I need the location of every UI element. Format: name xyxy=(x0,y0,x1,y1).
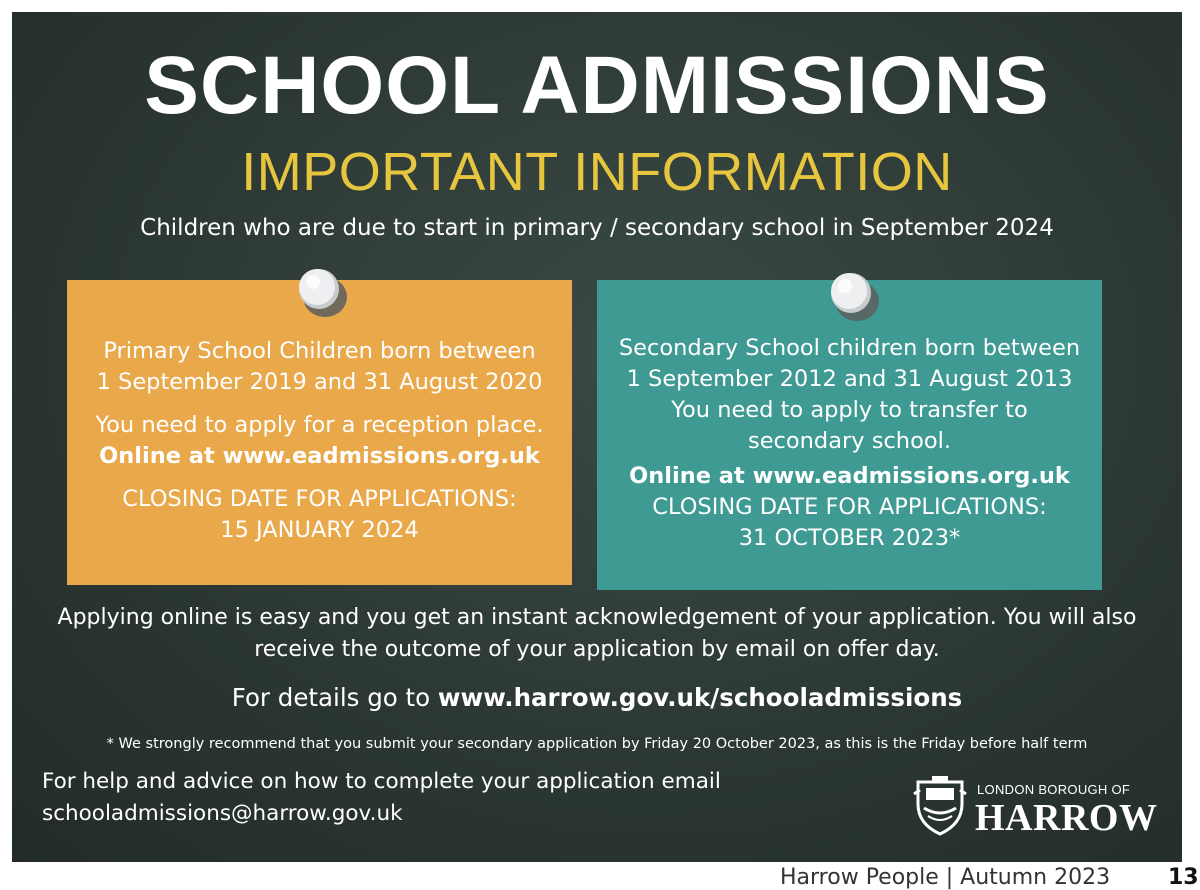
logo-subtitle: LONDON BOROUGH OF xyxy=(977,782,1131,797)
primary-card-line: Primary School Children born between xyxy=(103,337,536,364)
help-email-link[interactable]: schooladmissions@harrow.gov.uk xyxy=(42,801,403,826)
pushpin-icon xyxy=(824,266,884,326)
harrow-crest-icon xyxy=(912,774,968,836)
secondary-card-line: You need to apply to transfer to xyxy=(671,396,1028,423)
primary-closing-date: 15 JANUARY 2024 xyxy=(220,516,419,543)
footnote: * We strongly recommend that you submit your secondary application by Friday 20 October 2023, as this is the Friday before half term xyxy=(106,736,1088,752)
details-line xyxy=(12,682,1182,714)
page-number: 13 xyxy=(1168,865,1199,890)
logo-title: HARROW xyxy=(975,797,1158,839)
body-paragraph xyxy=(12,602,1182,666)
help-section xyxy=(42,766,802,830)
secondary-closing-label: CLOSING DATE FOR APPLICATIONS: xyxy=(652,493,1047,520)
harrow-logo xyxy=(912,772,1158,842)
primary-closing-label: CLOSING DATE FOR APPLICATIONS: xyxy=(122,485,517,512)
details-prefix: For details go to xyxy=(231,683,438,712)
poster-subtitle: IMPORTANT INFORMATION xyxy=(241,142,953,202)
intro-text: Children who are due to start in primary / secondary school in September 2024 xyxy=(140,215,1054,241)
primary-online-link[interactable]: Online at www.eadmissions.org.uk xyxy=(99,442,540,469)
secondary-card-line: Secondary School children born between xyxy=(618,334,1081,361)
primary-school-card xyxy=(67,280,572,585)
secondary-card-line: secondary school. xyxy=(747,427,952,454)
details-link[interactable]: www.harrow.gov.uk/schooladmissions xyxy=(437,683,963,712)
page-runner: Harrow People | Autumn 2023 xyxy=(780,865,1111,890)
poster-board xyxy=(12,12,1182,862)
help-text: For help and advice on how to complete your application email xyxy=(42,769,721,794)
secondary-online-link[interactable]: Online at www.eadmissions.org.uk xyxy=(629,462,1070,489)
page-footer xyxy=(0,862,1200,890)
secondary-closing-date: 31 OCTOBER 2023* xyxy=(738,524,961,551)
pushpin-icon xyxy=(292,262,352,322)
body-line: receive the outcome of your application by email on offer day. xyxy=(254,637,940,662)
primary-card-line: 1 September 2019 and 31 August 2020 xyxy=(96,368,543,395)
body-line: Applying online is easy and you get an instant acknowledgement of your application. You will also xyxy=(57,605,1137,630)
poster-title: SCHOOL ADMISSIONS xyxy=(144,40,1050,131)
secondary-card-line: 1 September 2012 and 31 August 2013 xyxy=(626,365,1073,392)
secondary-school-card xyxy=(597,280,1102,590)
primary-card-line: You need to apply for a reception place. xyxy=(95,411,544,438)
